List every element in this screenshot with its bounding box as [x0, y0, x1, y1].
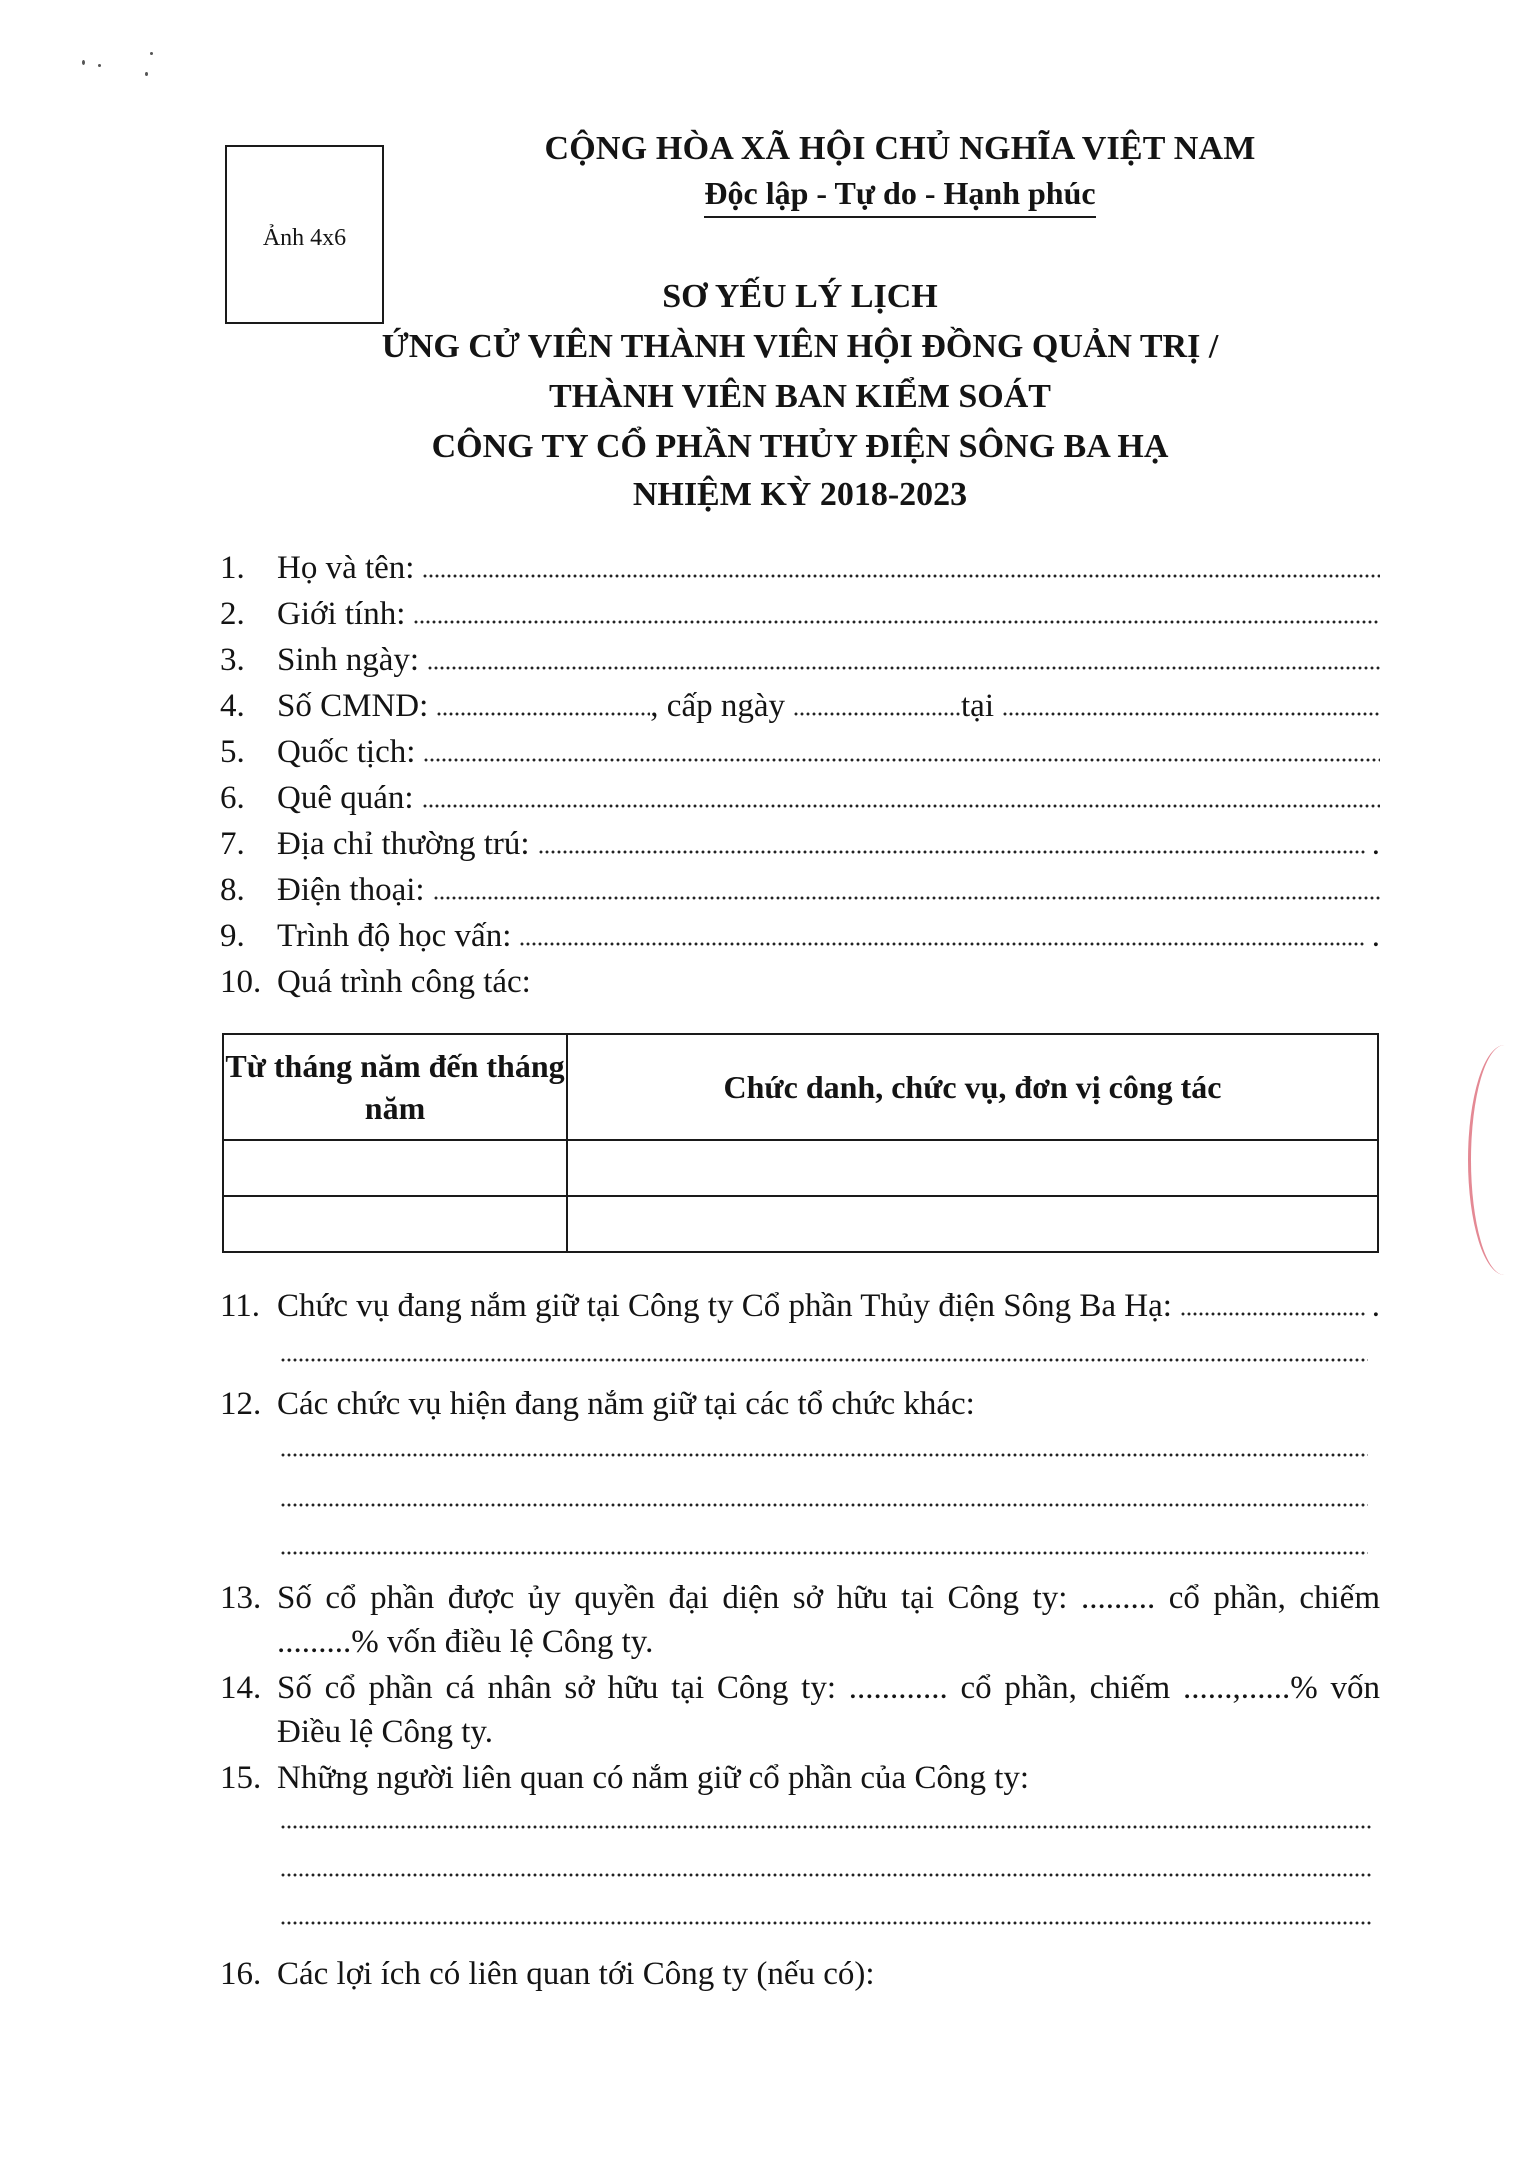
- item-number: 12.: [220, 1386, 262, 1422]
- item-label: Chức vụ đang nắm giữ tại Công ty Cổ phần Thủy điện Sông Ba Hạ:: [277, 1288, 1172, 1324]
- table-row: [223, 1196, 1378, 1252]
- item-label: Các chức vụ hiện đang nắm giữ tại các tổ chức khác:: [277, 1386, 975, 1422]
- field-work-history: [220, 960, 1380, 1004]
- table-cell-period[interactable]: [223, 1196, 567, 1252]
- work-history-table: [222, 1033, 1379, 1253]
- field-label: Điện thoại:: [277, 872, 425, 908]
- fill-in-line[interactable]: [423, 755, 1380, 765]
- field-label: Số CMND:: [277, 688, 429, 724]
- field-label: Trình độ học vấn:: [277, 918, 512, 954]
- field-permanent-address: [220, 822, 1380, 866]
- fill-in-line[interactable]: [427, 663, 1380, 673]
- field-number: 7.: [220, 826, 245, 862]
- fill-in-line[interactable]: [433, 893, 1380, 903]
- fill-in-line[interactable]: [280, 1920, 1372, 1930]
- item-number: 16.: [220, 1956, 262, 1992]
- item-current-position: [220, 1284, 1380, 1328]
- field-label: Địa chỉ thường trú:: [277, 826, 530, 862]
- field-phone: [220, 868, 1380, 912]
- fill-in-line[interactable]: [538, 847, 1366, 857]
- field-label: Quốc tịch:: [277, 734, 416, 770]
- document-subtitle-1: ỨNG CỬ VIÊN THÀNH VIÊN HỘI ĐỒNG QUẢN TRỊ /: [381, 328, 1219, 365]
- field-hometown: [220, 776, 1380, 820]
- field-label: Sinh ngày:: [277, 642, 420, 678]
- fill-in-line[interactable]: [1180, 1309, 1366, 1319]
- item-text: Số cổ phần được ủy quyền đại diện sở hữu tại Công ty: ......... cổ phần, chiếm .........% vốn điều lệ Công ty.: [277, 1580, 1380, 1660]
- fill-in-line[interactable]: [519, 939, 1365, 949]
- scan-speck: [145, 72, 148, 76]
- field-label: Quê quán:: [277, 780, 414, 816]
- item-related-persons: [220, 1756, 1380, 1800]
- field-education: [220, 914, 1380, 958]
- fill-in-line[interactable]: [422, 801, 1380, 811]
- field-number: 3.: [220, 642, 245, 678]
- fill-in-line[interactable]: [280, 1502, 1368, 1512]
- field-label: Họ và tên:: [277, 550, 415, 586]
- scan-speck: [150, 52, 153, 55]
- national-motto: Độc lập - Tự do - Hạnh phúc: [704, 175, 1095, 218]
- field-nationality: [220, 730, 1380, 774]
- fill-in-line[interactable]: [280, 1550, 1368, 1560]
- field-number: 4.: [220, 688, 245, 724]
- item-authorized-shares: [220, 1576, 1380, 1664]
- item-text: Số cổ phần cá nhân sở hữu tại Công ty: ............ cổ phần, chiếm ......,......% vốn Điều lệ Công ty.: [277, 1670, 1380, 1750]
- item-number: 15.: [220, 1760, 262, 1796]
- fill-in-line[interactable]: [280, 1872, 1372, 1882]
- field-tail: .: [1371, 826, 1380, 862]
- field-label: Giới tính:: [277, 596, 406, 632]
- field-label-issue-date: , cấp ngày: [650, 688, 785, 724]
- field-number: 2.: [220, 596, 245, 632]
- item-tail: .: [1371, 1288, 1380, 1324]
- table-cell-period[interactable]: [223, 1140, 567, 1196]
- item-number: 14.: [220, 1670, 262, 1706]
- field-number: 5.: [220, 734, 245, 770]
- item-number: 13.: [220, 1580, 262, 1616]
- scan-speck: [98, 64, 101, 67]
- table-header-row: [223, 1034, 1378, 1140]
- item-other-positions: [220, 1382, 1380, 1426]
- motto-wrapper: [400, 175, 1400, 218]
- red-stamp-edge: [1468, 1045, 1528, 1275]
- document-title: SƠ YẾU LÝ LỊCH: [662, 278, 938, 315]
- table-row: [223, 1140, 1378, 1196]
- fill-in-line-id[interactable]: [436, 709, 650, 719]
- field-label-issue-place: tại: [961, 688, 994, 724]
- company-name: CÔNG TY CỔ PHẦN THỦY ĐIỆN SÔNG BA HẠ: [431, 428, 1169, 465]
- fill-in-line[interactable]: [422, 571, 1380, 581]
- item-label: Những người liên quan có nắm giữ cổ phần của Công ty:: [277, 1760, 1030, 1796]
- field-birth-date: [220, 638, 1380, 682]
- field-number: 1.: [220, 550, 245, 586]
- field-full-name: [220, 546, 1380, 590]
- field-gender: [220, 592, 1380, 636]
- document-subtitle-2: THÀNH VIÊN BAN KIỂM SOÁT: [549, 378, 1051, 415]
- term-period: NHIỆM KỲ 2018-2023: [632, 476, 968, 513]
- field-number: 10.: [220, 964, 262, 1000]
- field-number: 8.: [220, 872, 245, 908]
- column-header-position: Chức danh, chức vụ, đơn vị công tác: [567, 1034, 1378, 1140]
- fill-in-line[interactable]: [280, 1824, 1372, 1834]
- item-label: Các lợi ích có liên quan tới Công ty (nếu có):: [277, 1956, 875, 1992]
- fill-in-line[interactable]: [413, 617, 1380, 627]
- scan-speck: [82, 60, 85, 65]
- fill-in-line[interactable]: [280, 1357, 1368, 1367]
- fill-in-line-issue-date[interactable]: [793, 709, 961, 719]
- item-personal-shares: [220, 1666, 1380, 1754]
- table-cell-position[interactable]: [567, 1140, 1378, 1196]
- field-number: 6.: [220, 780, 245, 816]
- field-tail: .: [1371, 918, 1380, 954]
- fill-in-line-issue-place[interactable]: [1002, 709, 1380, 719]
- field-label: Quá trình công tác:: [277, 964, 531, 1000]
- field-number: 9.: [220, 918, 245, 954]
- national-title: CỘNG HÒA XÃ HỘI CHỦ NGHĨA VIỆT NAM: [544, 130, 1256, 167]
- fill-in-line[interactable]: [280, 1452, 1368, 1462]
- photo-label: Ảnh 4x6: [262, 225, 347, 251]
- table-cell-position[interactable]: [567, 1196, 1378, 1252]
- field-id-number: [220, 684, 1380, 728]
- item-number: 11.: [220, 1288, 261, 1324]
- column-header-period: Từ tháng năm đến tháng năm: [223, 1034, 567, 1140]
- item-related-interests: [220, 1952, 1380, 1996]
